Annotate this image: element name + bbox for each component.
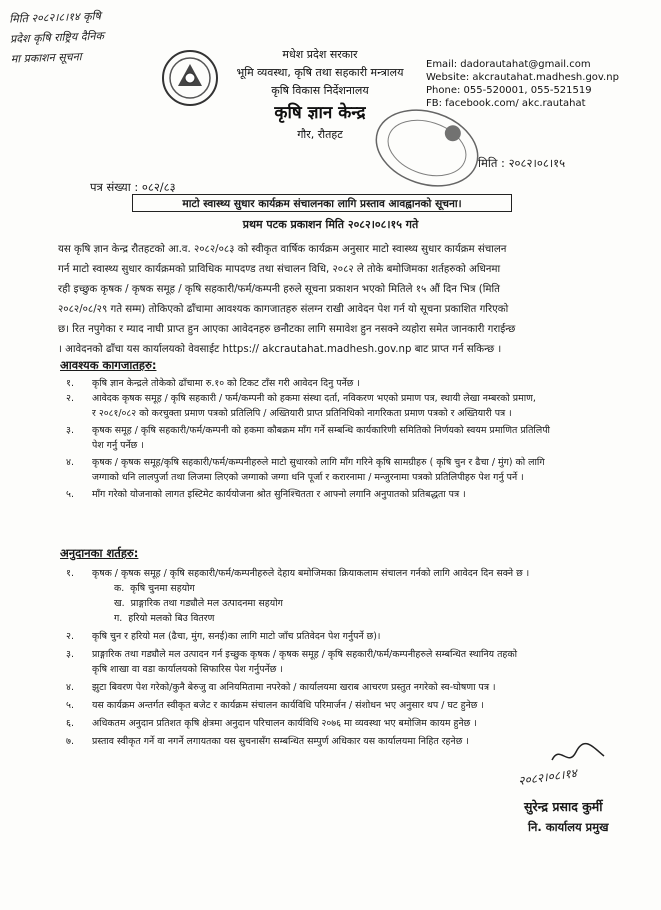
sub-item-number: क. [114, 583, 125, 594]
publish-date-line: प्रथम पटक प्रकाशन मिति २०८२।०८।१५ गते [242, 218, 419, 231]
handwritten-note-line: मिति २०८२।८।१४ कृषि [9, 9, 102, 26]
list-number: ४. [66, 457, 75, 468]
notice-body [58, 240, 628, 360]
list-number: ५. [66, 489, 75, 500]
list-number: ३. [66, 425, 75, 436]
list-text: कृषि ज्ञान केन्द्रले तोकेको ढाँचामा रु.१० को टिकट टाँस गरी आवेदन दिनु पर्नेछ । [92, 378, 360, 389]
list-item [66, 716, 626, 731]
signature-date: २०८२।०८।१४ [517, 765, 578, 789]
gov-line: मधेश प्रदेश सरकार [282, 48, 358, 61]
sub-item-number: ख. [114, 598, 125, 609]
list-text: अधिकतम अनुदान प्रतिशत कृषि क्षेत्रमा अनुदान परिचालन कार्यविधि २०७६ मा व्यवस्था भए बमोजिम कायम हुनेछ । [92, 718, 477, 729]
list-text: प्रस्ताव स्वीकृत गर्ने वा नगर्ने लगायतका यस सुचनासँग सम्बन्धित सम्पुर्ण अधिकार यस कार्यालयमा निहित रहनेछ । [92, 736, 469, 747]
list-item [66, 647, 626, 677]
letter-date: मिति : २०८२।०८।१५ [478, 156, 566, 170]
list-number: ४. [66, 682, 75, 693]
list-text: कृषि शाखा वा वडा कार्यालयको सिफारिस पेश गर्नुपर्नेछ । [92, 664, 283, 675]
body-line: । आवेदनको ढाँचा यस कार्यालयको वेवसाईट https:// akcrautahat.madhesh.gov.np बाट प्राप्त गर्न सकिन्छ । [58, 344, 502, 355]
list-text: यस कार्यक्रम अन्तर्गत स्वीकृत बजेट र कार्यक्रम संचालन कार्यविधि परिमार्जन / संशोधन भए अनुसार थप / घट हुनेछ । [92, 700, 484, 711]
list-item [66, 455, 626, 485]
list-text: झुटा बिवरण पेश गरेको/कुनै बेरुजु वा अनियमितामा नपरेको / कार्यालयमा खराब आचरण प्रस्तुत नगरेको स्व-घोषणा पत्र । [92, 682, 496, 693]
list-text: पेश गर्नु पर्नेछ । [92, 440, 144, 451]
list-number: ६. [66, 718, 75, 729]
sub-item [114, 611, 626, 626]
body-line: यस कृषि ज्ञान केन्द्र रौतहटको आ.व. २०८२/०८३ को स्वीकृत वार्षिक कार्यक्रम अनुसार माटो स्वास्थ्य सुधार कार्यक्रम संचालन [58, 244, 507, 255]
list-text: कृषक / कृषक समूह / कृषि सहकारी/फर्म/कम्पनीहरुले देहाय बमोजिमका क्रियाकलाम संचालन गर्नको लागि आवेदन दिन सक्ने छ । [92, 568, 530, 579]
list-item [66, 423, 626, 453]
list-item [66, 376, 626, 391]
list-text: कृषक समूह / कृषि सहकारी/फर्म/कम्पनी को हकमा कौबक्रम माँग गर्ने सम्बन्धि कार्यकारिणी समितिको निर्णयको स्वयम प्रमाणित प्रतिलिपी [92, 425, 550, 436]
handwritten-note-line: मा प्रकाशन सूचना [10, 50, 82, 66]
sub-list [66, 581, 626, 626]
signatory-designation: नि. कार्यालय प्रमुख [528, 820, 609, 834]
list-number: २. [66, 393, 75, 404]
list-text: र २०८१/०८२ को करचुक्ता प्रमाण पत्रको प्रतिलिपि / अख्तियारी प्राप्त प्रतिनिधिको नागरिकता प्रमाण पत्रको र अख्तियारी पत्र । [92, 408, 512, 419]
documents-list [66, 376, 626, 502]
sub-item-text: कृषि चुनमा सहयोग [130, 583, 195, 594]
list-item [66, 566, 626, 581]
list-text: माँग गरेको योजनाको लागत इस्टिमेट कार्ययोजना श्रोत सुनिश्चितता र आफ्नो लगानि अनुपातको प्रतिबद्धता पत्र । [92, 489, 466, 500]
email-text: Email: dadorautahat@gmail.com [426, 59, 591, 70]
list-text: कृषक / कृषक समूह/कृषि सहकारी/फर्म/कम्पनीहरुले माटो सुधारको लागि माँग गरिने कृषि सामग्रीहरु ( कृषि चुन र ढैचा / मुंग) को लागि [92, 457, 545, 468]
notice-title: माटो स्वास्थ्य सुधार कार्यक्रम संचालनका लागि प्रस्ताव आवह्वानको सूचना। [132, 194, 512, 212]
list-text: कृषि चुन र हरियो मल (ढैचा, मुंग, सनई)का लागि माटो जाँच प्रतिवेदन पेश गर्नुपर्ने छ)। [92, 631, 381, 642]
list-number: १. [66, 378, 75, 389]
directorate-line: कृषि विकास निर्देशनालय [271, 84, 369, 97]
list-number: २. [66, 631, 75, 642]
list-text: आवेदक कृषक समूह / कृषि सहकारी / फर्म/कम्पनी को हकमा संस्था दर्ता, नविकरण भएको प्रमाण पत्र, स्थायी लेखा नम्बरको प्रमाण, [92, 393, 536, 404]
list-item [66, 391, 626, 421]
office-name: कृषि ज्ञान केन्द्र [274, 103, 366, 123]
list-item [66, 698, 626, 713]
body-line: रही इच्छुक कृषक / कृषक समूह / कृषि सहकारी/फर्म/कम्पनी हरुले सूचना प्रकाशन भएको मितिले १५ औं दिन भित्र (मिति [58, 284, 500, 295]
sub-item-text: हरियो मलको बिउ वितरण [128, 613, 215, 624]
list-item [66, 734, 626, 749]
list-item [66, 680, 626, 695]
phone-text: Phone: 055-520001, 055-521519 [426, 85, 592, 96]
section-title-documents: आवश्यक कागजातहरु: [60, 358, 157, 372]
list-text: जग्गाको धनि लालपुर्जा तथा लिजमा लिएको जग्गाको जग्गा धनि पूर्जा र करारनामा / मन्जुरनामा पत्रको प्रतिलिपीहरु पेश गर्नु पर्ने । [92, 472, 524, 483]
body-line: २०८२/०८/२९ गते सम्म) तोकिएको ढाँचामा आवश्यक कागजातहरु संलग्न राखी आवेदन पेश गर्न यो सूचना प्रकाशित गरिएको [58, 304, 509, 315]
contact-block [426, 58, 658, 110]
list-text: प्राङ्गारिक तथा गड्यौले मल उत्पादन गर्न इच्छुक कृषक / कृषक समूह / कृषि सहकारी/फर्म/कम्पनीहरुले सम्बन्धित स्थानिय तहको [92, 649, 518, 660]
reference-number: पत्र संख्या : ०८२/८३ [90, 180, 176, 194]
list-item [66, 629, 626, 644]
signature-scribble [548, 742, 608, 768]
list-item [66, 487, 626, 502]
list-number: १. [66, 568, 75, 579]
ministry-line: भूमि व्यवस्था, कृषि तथा सहकारी मन्त्रालय [236, 66, 404, 79]
list-number: ५. [66, 700, 75, 711]
sub-item [114, 596, 626, 611]
list-number: ७. [66, 736, 75, 747]
website-text: Website: akcrautahat.madhesh.gov.np [426, 72, 619, 83]
sub-item-text: प्राङ्गारिक तथा गड्यौले मल उत्पादनमा सहयोग [130, 598, 283, 609]
signatory-name: सुरेन्द्र प्रसाद कुर्मी [524, 799, 603, 814]
section-title-conditions: अनुदानका शर्तहरु: [60, 546, 139, 560]
handwritten-note-line: प्रदेश कृषि राष्ट्रिय दैनिक [9, 29, 105, 46]
facebook-text: FB: facebook.com/ akc.rautahat [426, 98, 586, 109]
body-line: गर्न माटो स्वास्थ्य सुधार कार्यक्रमको प्राविधिक मापदण्ड तथा संचालन विधि, २०८२ ले तोके बमोजिमका शर्तहरुको अधिनमा [58, 264, 501, 275]
sub-item-number: ग. [114, 613, 123, 624]
conditions-list [66, 566, 626, 749]
list-number: ३. [66, 649, 75, 660]
body-line: छ। रित नपुगेका र म्याद नाघी प्राप्त हुन आएका आवेदनहरु छनौटका लागि समावेश हुन नसक्ने व्यहोरा समेत जानकारी गराईन्छ [58, 324, 516, 335]
sub-item [114, 581, 626, 596]
office-location: गौर, रौतहट [297, 128, 343, 141]
